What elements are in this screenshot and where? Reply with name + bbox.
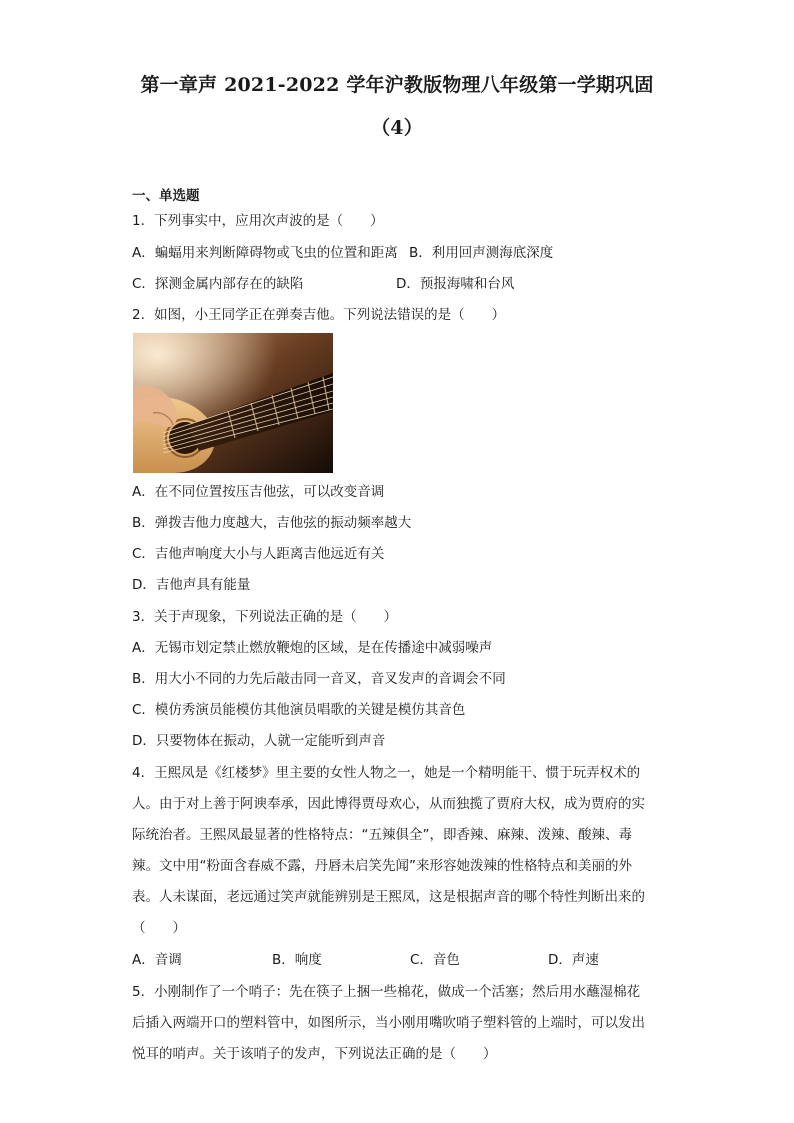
question-4-line-2: 人。由于对上善于阿谀奉承，因此博得贾母欢心，从而独揽了贾府大权，成为贾府的实 <box>132 796 645 812</box>
question-2-option-c: C．吉他声响度大小与人距离吉他远近有关 <box>132 546 385 562</box>
question-4-option-a: A．音调 <box>132 952 182 968</box>
question-4-line-1: 4．王熙凤是《红楼梦》里主要的女性人物之一，她是一个精明能干、惯于玩弄权术的 <box>132 765 641 781</box>
guitar-photo-icon <box>133 333 333 473</box>
question-4-line-6: （ ） <box>132 920 186 936</box>
question-5-line-1: 5．小刚制作了一个哨子：先在筷子上捆一些棉花，做成一个活塞；然后用水蘸湿棉花 <box>132 984 641 1000</box>
question-3-stem: 3．关于声现象，下列说法正确的是（ ） <box>132 609 398 625</box>
question-4-option-d: D．声速 <box>548 952 599 968</box>
question-1-option-b: B．利用回声测海底深度 <box>409 245 554 261</box>
question-1-option-c: C．探测金属内部存在的缺陷 <box>132 276 304 292</box>
question-3-option-c: C．模仿秀演员能模仿其他演员唱歌的关键是模仿其音色 <box>132 702 466 718</box>
question-1-stem: 1．下列事实中，应用次声波的是（ ） <box>132 213 384 229</box>
question-3-option-a: A．无锡市划定禁止燃放鞭炮的区域，是在传播途中减弱噪声 <box>132 640 493 656</box>
question-1-option-d: D．预报海啸和台风 <box>396 276 515 292</box>
question-2-option-b: B．弹拨吉他力度越大，吉他弦的振动频率越大 <box>132 515 412 531</box>
question-4-line-4: 辣。文中用“粉面含春威不露，丹唇未启笑先闻”来形容她泼辣的性格特点和美丽的外 <box>132 858 632 874</box>
section-heading: 一、单选题 <box>132 188 200 204</box>
question-3-option-d: D．只要物体在振动，人就一定能听到声音 <box>132 733 386 749</box>
question-4-line-3: 际统治者。王熙凤最显著的性格特点：“五辣俱全”，即香辣、麻辣、泼辣、酸辣、毒 <box>132 827 632 843</box>
question-2-option-d: D．吉他声具有能量 <box>132 577 251 593</box>
question-4-option-b: B．响度 <box>272 952 322 968</box>
guitar-photo <box>133 333 333 473</box>
question-3-option-b: B．用大小不同的力先后敲击同一音叉，音叉发声的音调会不同 <box>132 671 506 687</box>
question-1-option-a: A．蝙蝠用来判断障碍物或飞虫的位置和距离 <box>132 245 398 261</box>
question-5-line-2: 后插入两端开口的塑料管中，如图所示，当小刚用嘴吹哨子塑料管的上端时，可以发出 <box>132 1015 645 1031</box>
document-title-line2: （4） <box>371 117 423 139</box>
question-5-line-3: 悦耳的哨声。关于该哨子的发声，下列说法正确的是（ ） <box>132 1046 497 1062</box>
question-4-line-5: 表。人未谋面，老远通过笑声就能辨别是王熙凤，这是根据声音的哪个特性判断出来的 <box>132 889 645 905</box>
question-2-stem: 2．如图，小王同学正在弹奏吉他。下列说法错误的是（ ） <box>132 307 506 323</box>
question-4-option-c: C．音色 <box>410 952 460 968</box>
question-2-option-a: A．在不同位置按压吉他弦，可以改变音调 <box>132 484 385 500</box>
document-title-line1: 第一章声 2021-2022 学年沪教版物理八年级第一学期巩固 <box>140 74 654 96</box>
